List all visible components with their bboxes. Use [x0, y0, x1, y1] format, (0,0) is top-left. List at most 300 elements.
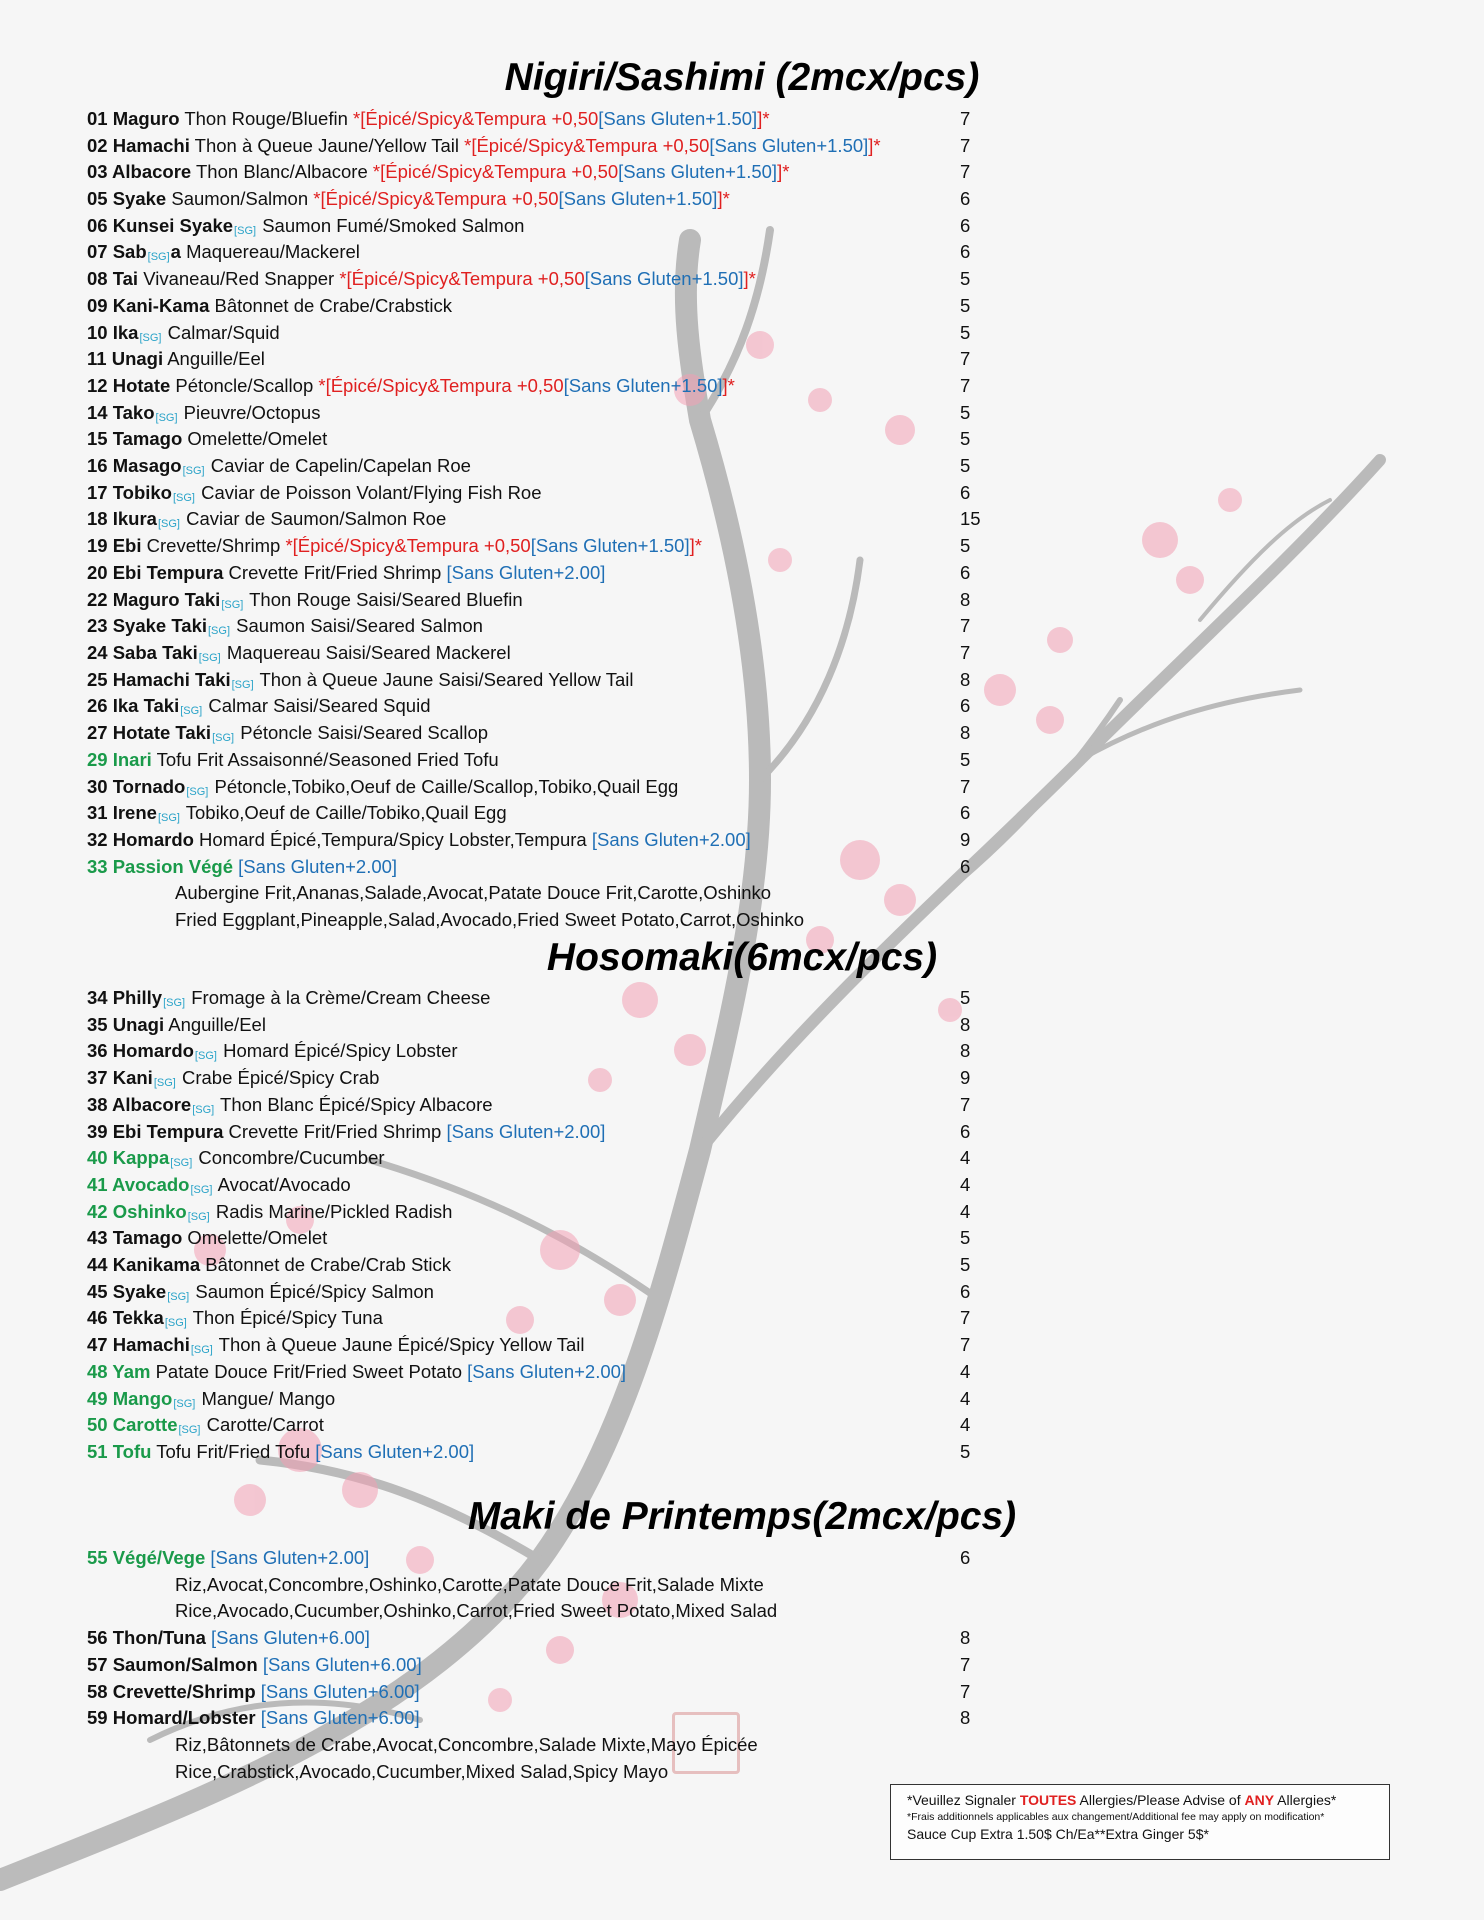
- item-number: 19: [87, 535, 113, 556]
- item-price: 15: [960, 508, 981, 529]
- item-price: 6: [960, 562, 971, 583]
- item-number: 17: [87, 482, 113, 503]
- gluten-free-tag: [SG]: [153, 1077, 176, 1089]
- item-name: Végé/Vege: [112, 1547, 206, 1568]
- item-price: 5: [960, 322, 971, 343]
- item-name: Inari: [112, 749, 152, 770]
- section-title-printemps: Maki de Printemps(2mcx/pcs): [467, 1495, 1017, 1538]
- item-price: 6: [960, 241, 971, 262]
- item-description: Crabe Épicé/Spicy Crab: [176, 1067, 380, 1088]
- item-price: 8: [960, 1627, 971, 1648]
- gluten-free-tag: [SG]: [194, 1050, 217, 1062]
- item-price: 8: [960, 722, 971, 743]
- option-close: ]*: [868, 135, 881, 156]
- option-close: ]*: [743, 268, 756, 289]
- item-name: Tamago: [112, 1227, 183, 1248]
- item-number: 30: [87, 776, 113, 797]
- item-description: Anguille/Eel: [164, 1014, 266, 1035]
- menu-item: [87, 400, 987, 426]
- spicy-option-label: *[Épicé/Spicy&Tempura +0,50: [353, 108, 599, 129]
- item-price: 6: [960, 802, 971, 823]
- item-price: 4: [960, 1147, 971, 1168]
- gluten-free-tag: [SG]: [221, 599, 244, 611]
- menu-item: [87, 106, 987, 132]
- item-price: 7: [960, 1094, 971, 1115]
- gluten-free-tag: [SG]: [231, 679, 254, 691]
- gluten-free-tag: [SG]: [173, 1398, 196, 1410]
- item-description: Thon à Queue Jaune Saisi/Seared Yellow Tail: [254, 669, 634, 690]
- item-name: Ebi Tempura: [112, 1121, 224, 1142]
- item-number: 42: [87, 1201, 113, 1222]
- gluten-free-option: [Sans Gluten+6.00]: [260, 1707, 420, 1728]
- menu-item: [87, 560, 987, 586]
- item-number: 02: [87, 135, 113, 156]
- gluten-free-tag: [SG]: [198, 652, 221, 664]
- spicy-tempura-option: [348, 108, 770, 129]
- item-description: Caviar de Saumon/Salmon Roe: [180, 508, 447, 529]
- item-number: 55: [87, 1547, 113, 1568]
- item-number: 27: [87, 722, 113, 743]
- item-price: 6: [960, 215, 971, 236]
- menu-item: [87, 320, 987, 346]
- gluten-free-tag: [SG]: [164, 1317, 187, 1329]
- spicy-option-label: *[Épicé/Spicy&Tempura +0,50: [372, 161, 619, 182]
- item-ingredients: Riz,Bâtonnets de Crabe,Avocat,Concombre,Salade Mixte,Mayo Épicée: [175, 1734, 758, 1755]
- item-number: 01: [87, 108, 113, 129]
- item-price: 9: [960, 1067, 971, 1088]
- item-name: Ebi: [112, 535, 142, 556]
- gluten-free-option: [Sans Gluten+2.00]: [210, 1547, 370, 1568]
- menu-item: [87, 266, 987, 292]
- item-price: 8: [960, 1707, 971, 1728]
- menu-item: [87, 1092, 987, 1118]
- menu-item: [87, 747, 987, 773]
- item-description: Tofu Frit/Fried Tofu: [151, 1441, 311, 1462]
- spicy-tempura-option: [334, 268, 756, 289]
- option-close: ]*: [777, 161, 790, 182]
- item-name: Tamago: [112, 428, 183, 449]
- menu-item: [87, 480, 987, 506]
- item-name: Kani-Kama: [112, 295, 210, 316]
- item-number: 26: [87, 695, 113, 716]
- item-price: 6: [960, 1281, 971, 1302]
- menu-item: [87, 506, 987, 532]
- item-name: Mango: [112, 1388, 173, 1409]
- item-number: 39: [87, 1121, 113, 1142]
- item-price: 7: [960, 615, 971, 636]
- item-number: 31: [87, 802, 113, 823]
- gluten-free-option: [Sans Gluten+2.00]: [238, 856, 398, 877]
- item-name: Passion Végé: [112, 856, 234, 877]
- item-number: 15: [87, 428, 113, 449]
- item-price: 4: [960, 1414, 971, 1435]
- item-price: 7: [960, 108, 971, 129]
- item-price: 7: [960, 1654, 971, 1675]
- gluten-free-tag: [SG]: [172, 492, 195, 504]
- gluten-free-tag: [SG]: [234, 225, 257, 237]
- section-title-hosomaki: Hosomaki(6mcx/pcs): [546, 936, 938, 979]
- menu-item: [87, 720, 987, 746]
- item-name: Thon/Tuna: [112, 1627, 206, 1648]
- item-name: Homardo: [112, 829, 194, 850]
- menu-item: [87, 1225, 987, 1251]
- menu-item: [87, 1172, 987, 1198]
- item-number: 14: [87, 402, 113, 423]
- item-price: 7: [960, 375, 971, 396]
- item-description: Calmar/Squid: [162, 322, 280, 343]
- spicy-tempura-option: [308, 188, 730, 209]
- item-price: 6: [960, 188, 971, 209]
- item-number: 48: [87, 1361, 113, 1382]
- gluten-free-option: [Sans Gluten+2.00]: [446, 562, 606, 583]
- gluten-free-tag: [SG]: [178, 1424, 201, 1436]
- gluten-free-option: [Sans Gluten+6.00]: [211, 1627, 370, 1648]
- item-name: Albacore: [112, 1094, 192, 1115]
- item-price: 5: [960, 1441, 971, 1462]
- gluten-free-option: [Sans Gluten+6.00]: [260, 1681, 420, 1702]
- menu-item: [87, 587, 987, 613]
- gluten-free-tag: [SG]: [139, 332, 162, 344]
- gluten-free-option: [Sans Gluten+1.50]: [618, 161, 778, 182]
- item-number: 47: [87, 1334, 113, 1355]
- item-number: 22: [87, 589, 113, 610]
- item-price: 7: [960, 776, 971, 797]
- spicy-option-label: *[Épicé/Spicy&Tempura +0,50: [464, 135, 710, 156]
- menu-item: [87, 985, 987, 1011]
- menu-item: [87, 373, 987, 399]
- item-name: Sab: [112, 241, 147, 262]
- gluten-free-tag: [SG]: [147, 251, 170, 263]
- gluten-free-option: [Sans Gluten+2.00]: [446, 1121, 606, 1142]
- menu-item: [87, 239, 987, 265]
- item-number: 43: [87, 1227, 113, 1248]
- item-name: Ika Taki: [112, 695, 180, 716]
- item-description: Omelette/Omelet: [182, 428, 328, 449]
- gluten-free-option: [Sans Gluten+6.00]: [262, 1654, 422, 1675]
- item-price: 4: [960, 1388, 971, 1409]
- gluten-free-option: [Sans Gluten+1.50]: [598, 108, 758, 129]
- item-description: Fromage à la Crème/Cream Cheese: [186, 987, 491, 1008]
- item-number: 32: [87, 829, 113, 850]
- item-description: Crevette Frit/Fried Shrimp: [223, 1121, 442, 1142]
- menu-item: [87, 159, 987, 185]
- item-description: Thon Rouge Saisi/Seared Bluefin: [244, 589, 523, 610]
- item-price: 5: [960, 1227, 971, 1248]
- spicy-tempura-option: [313, 375, 735, 396]
- gluten-free-option: [Sans Gluten+1.50]: [558, 188, 718, 209]
- option-close: ]*: [689, 535, 702, 556]
- item-price: 5: [960, 295, 971, 316]
- item-description: Maquereau/Mackerel: [180, 241, 360, 262]
- menu-item: [87, 1119, 987, 1145]
- item-description: Caviar de Capelin/Capelan Roe: [205, 455, 471, 476]
- item-name: Albacore: [112, 161, 192, 182]
- item-number: 35: [87, 1014, 113, 1035]
- item-price: 6: [960, 1547, 971, 1568]
- item-description: Pétoncle,Tobiko,Oeuf de Caille/Scallop,Tobiko,Quail Egg: [209, 776, 679, 797]
- gluten-free-tag: [SG]: [163, 997, 186, 1009]
- gluten-free-tag: [SG]: [192, 1104, 215, 1116]
- gluten-free-option: [Sans Gluten+2.00]: [467, 1361, 627, 1382]
- item-name: Maguro Taki: [112, 589, 221, 610]
- item-name: Oshinko: [112, 1201, 187, 1222]
- item-description: Anguille/Eel: [163, 348, 265, 369]
- item-ingredients: Riz,Avocat,Concombre,Oshinko,Carotte,Patate Douce Frit,Salade Mixte: [175, 1574, 764, 1595]
- item-name: Unagi: [112, 1014, 165, 1035]
- gluten-free-tag: [SG]: [208, 625, 231, 637]
- item-name: Saba Taki: [112, 642, 198, 663]
- gluten-free-tag: [SG]: [167, 1291, 190, 1303]
- item-price: 5: [960, 268, 971, 289]
- spicy-tempura-option: [280, 535, 702, 556]
- item-number: 18: [87, 508, 113, 529]
- item-description: Saumon Épicé/Spicy Salmon: [190, 1281, 434, 1302]
- item-number: 45: [87, 1281, 113, 1302]
- item-description: Saumon Fumé/Smoked Salmon: [257, 215, 525, 236]
- item-number: 34: [87, 987, 113, 1008]
- menu-item: [87, 1038, 987, 1064]
- menu-item: [87, 693, 987, 719]
- allergy-notice: [890, 1784, 1390, 1860]
- menu-item: [87, 1705, 987, 1731]
- item-name: Hamachi: [112, 1334, 190, 1355]
- item-number: 49: [87, 1388, 113, 1409]
- item-description: Maquereau Saisi/Seared Mackerel: [221, 642, 511, 663]
- spicy-option-label: *[Épicé/Spicy&Tempura +0,50: [313, 188, 559, 209]
- item-name: Carotte: [112, 1414, 178, 1435]
- menu-item: [87, 774, 987, 800]
- menu-item: [87, 1145, 987, 1171]
- item-price: 7: [960, 1681, 971, 1702]
- gluten-free-tag: [SG]: [190, 1344, 213, 1356]
- item-name: Kani: [112, 1067, 153, 1088]
- item-name: Ika: [112, 322, 139, 343]
- item-description: Thon à Queue Jaune Épicé/Spicy Yellow Tail: [213, 1334, 585, 1355]
- item-name: Tofu: [112, 1441, 152, 1462]
- spicy-option-label: *[Épicé/Spicy&Tempura +0,50: [318, 375, 564, 396]
- item-name: Maguro: [112, 108, 180, 129]
- item-price: 7: [960, 135, 971, 156]
- item-number: 41: [87, 1174, 113, 1195]
- item-description: Patate Douce Frit/Fried Sweet Potato: [150, 1361, 463, 1382]
- fee-notice-line: *Frais additionnels applicables aux changement/Additional fee may apply on modification*: [907, 1811, 1325, 1823]
- gluten-free-option: [Sans Gluten+1.50]: [563, 375, 723, 396]
- item-number: 57: [87, 1654, 113, 1675]
- allergy-notice-line: *Veuillez Signaler TOUTES Allergies/Please Advise of ANY Allergies*: [907, 1792, 1337, 1808]
- item-price: 8: [960, 589, 971, 610]
- item-name: Syake Taki: [112, 615, 207, 636]
- gluten-free-tag: [SG]: [187, 1211, 210, 1223]
- gluten-free-tag: [SG]: [186, 786, 209, 798]
- menu-item: [87, 1065, 987, 1091]
- item-name: Kanikama: [112, 1254, 201, 1275]
- item-price: 4: [960, 1361, 971, 1382]
- menu-item: [87, 667, 987, 693]
- option-close: ]*: [722, 375, 735, 396]
- item-price: 5: [960, 402, 971, 423]
- item-price: 8: [960, 1014, 971, 1035]
- spicy-option-label: *[Épicé/Spicy&Tempura +0,50: [285, 535, 531, 556]
- item-description: Pétoncle/Scallop: [170, 375, 314, 396]
- item-number: 20: [87, 562, 113, 583]
- menu-item: [87, 533, 987, 559]
- item-description: Vivaneau/Red Snapper: [138, 268, 335, 289]
- item-price: 7: [960, 161, 971, 182]
- item-price: 7: [960, 642, 971, 663]
- item-number: 33: [87, 856, 113, 877]
- item-name: Tai: [112, 268, 139, 289]
- extras-notice-line: Sauce Cup Extra 1.50$ Ch/Ea**Extra Ginger 5$*: [907, 1826, 1209, 1842]
- gluten-free-tag: [SG]: [182, 465, 205, 477]
- gluten-free-option: [Sans Gluten+1.50]: [584, 268, 744, 289]
- item-number: 23: [87, 615, 113, 636]
- item-number: 07: [87, 241, 113, 262]
- item-number: 51: [87, 1441, 113, 1462]
- item-description: Concombre/Cucumber: [193, 1147, 385, 1168]
- item-name: Hamachi Taki: [112, 669, 231, 690]
- item-number: 59: [87, 1707, 113, 1728]
- item-description: Crevette/Shrimp: [141, 535, 281, 556]
- item-description: Crevette Frit/Fried Shrimp: [223, 562, 442, 583]
- item-number: 38: [87, 1094, 113, 1115]
- item-name: Hamachi: [112, 135, 190, 156]
- item-name: Hotate: [112, 375, 171, 396]
- gluten-free-tag: [SG]: [212, 732, 235, 744]
- item-number: 58: [87, 1681, 113, 1702]
- item-number: 37: [87, 1067, 113, 1088]
- item-ingredients: Rice,Crabstick,Avocado,Cucumber,Mixed Salad,Spicy Mayo: [175, 1761, 669, 1782]
- item-number: 12: [87, 375, 113, 396]
- menu-item: [87, 426, 987, 452]
- menu-item: [87, 827, 987, 853]
- menu-item: [87, 1279, 987, 1305]
- item-description: Saumon/Salmon: [166, 188, 309, 209]
- item-name: Avocado: [112, 1174, 190, 1195]
- item-description: Pieuvre/Octopus: [178, 402, 321, 423]
- item-number: 29: [87, 749, 113, 770]
- menu-item: [87, 1679, 987, 1705]
- item-name: Homardo: [112, 1040, 194, 1061]
- item-description: Pétoncle Saisi/Seared Scallop: [235, 722, 489, 743]
- item-price: 7: [960, 348, 971, 369]
- item-price: 6: [960, 482, 971, 503]
- item-name: Irene: [112, 802, 157, 823]
- menu-item: [87, 1012, 987, 1038]
- item-name: Syake: [112, 188, 167, 209]
- menu-item: [87, 1652, 987, 1678]
- item-description: Tofu Frit Assaisonné/Seasoned Fried Tofu: [151, 749, 499, 770]
- gluten-free-tag: [SG]: [157, 812, 180, 824]
- item-number: 08: [87, 268, 113, 289]
- item-number: 05: [87, 188, 113, 209]
- item-number: 03: [87, 161, 113, 182]
- item-number: 09: [87, 295, 113, 316]
- item-name: Ebi Tempura: [112, 562, 224, 583]
- item-price: 5: [960, 428, 971, 449]
- item-name: Crevette/Shrimp: [112, 1681, 256, 1702]
- item-description: Mangue/ Mango: [196, 1388, 336, 1409]
- item-number: 50: [87, 1414, 113, 1435]
- item-description: Tobiko,Oeuf de Caille/Tobiko,Quail Egg: [180, 802, 507, 823]
- item-ingredients: Fried Eggplant,Pineapple,Salad,Avocado,Fried Sweet Potato,Carrot,Oshinko: [175, 909, 805, 930]
- item-description: Thon Blanc/Albacore: [191, 161, 368, 182]
- item-number: 16: [87, 455, 113, 476]
- item-name: Kunsei Syake: [112, 215, 234, 236]
- item-number: 06: [87, 215, 113, 236]
- item-description: Thon Rouge/Bluefin: [179, 108, 348, 129]
- item-name: Tobiko: [112, 482, 172, 503]
- item-price: 9: [960, 829, 971, 850]
- menu-item: [87, 1305, 987, 1331]
- item-description: Homard Épicé,Tempura/Spicy Lobster,Tempura: [193, 829, 587, 850]
- item-price: 6: [960, 695, 971, 716]
- gluten-free-option: [Sans Gluten+1.50]: [709, 135, 869, 156]
- item-price: 5: [960, 749, 971, 770]
- section-title-nigiri: Nigiri/Sashimi (2mcx/pcs): [504, 56, 980, 99]
- gluten-free-tag: [SG]: [180, 705, 203, 717]
- item-name: Yam: [112, 1361, 151, 1382]
- item-description: Caviar de Poisson Volant/Flying Fish Roe: [196, 482, 542, 503]
- item-description: Bâtonnet de Crabe/Crabstick: [209, 295, 453, 316]
- item-name: Tekka: [112, 1307, 164, 1328]
- option-close: ]*: [717, 188, 730, 209]
- item-description: Calmar Saisi/Seared Squid: [203, 695, 431, 716]
- menu-item: [87, 133, 987, 159]
- item-name: Saumon/Salmon: [112, 1654, 258, 1675]
- gluten-free-tag: [SG]: [155, 412, 178, 424]
- menu-item: [87, 293, 987, 319]
- item-description: Bâtonnet de Crabe/Crab Stick: [200, 1254, 452, 1275]
- item-number: 46: [87, 1307, 113, 1328]
- item-name: Hotate Taki: [112, 722, 212, 743]
- item-name: Philly: [112, 987, 163, 1008]
- menu-item: [87, 1252, 987, 1278]
- item-price: 8: [960, 1040, 971, 1061]
- menu-item: [87, 854, 987, 880]
- item-name: Masago: [112, 455, 182, 476]
- menu-item: [87, 1332, 987, 1358]
- item-description: Thon Épicé/Spicy Tuna: [187, 1307, 383, 1328]
- item-number: 24: [87, 642, 113, 663]
- item-price: 6: [960, 1121, 971, 1142]
- menu-item: [87, 1412, 987, 1438]
- item-price: 5: [960, 535, 971, 556]
- item-description: Saumon Saisi/Seared Salmon: [231, 615, 483, 636]
- spicy-tempura-option: [459, 135, 881, 156]
- menu-item: [87, 1545, 987, 1571]
- item-name: Homard/Lobster: [112, 1707, 256, 1728]
- gluten-free-option: [Sans Gluten+2.00]: [591, 829, 751, 850]
- item-number: 11: [87, 348, 112, 369]
- gluten-free-option: [Sans Gluten+1.50]: [530, 535, 690, 556]
- item-number: 56: [87, 1627, 113, 1648]
- item-description: Thon Blanc Épicé/Spicy Albacore: [215, 1094, 493, 1115]
- menu-item: [87, 1199, 987, 1225]
- item-price: 6: [960, 856, 971, 877]
- menu-item: [87, 613, 987, 639]
- item-name: Ikura: [112, 508, 157, 529]
- item-description: Omelette/Omelet: [182, 1227, 328, 1248]
- item-name: Syake: [112, 1281, 167, 1302]
- menu-item: [87, 186, 987, 212]
- item-description: Homard Épicé/Spicy Lobster: [217, 1040, 458, 1061]
- item-description: Carotte/Carrot: [201, 1414, 324, 1435]
- menu-item: [87, 453, 987, 479]
- gluten-free-option: [Sans Gluten+2.00]: [315, 1441, 475, 1462]
- item-ingredients: Rice,Avocado,Cucumber,Oshinko,Carrot,Fried Sweet Potato,Mixed Salad: [175, 1600, 778, 1621]
- item-price: 5: [960, 1254, 971, 1275]
- item-description: Thon à Queue Jaune/Yellow Tail: [189, 135, 459, 156]
